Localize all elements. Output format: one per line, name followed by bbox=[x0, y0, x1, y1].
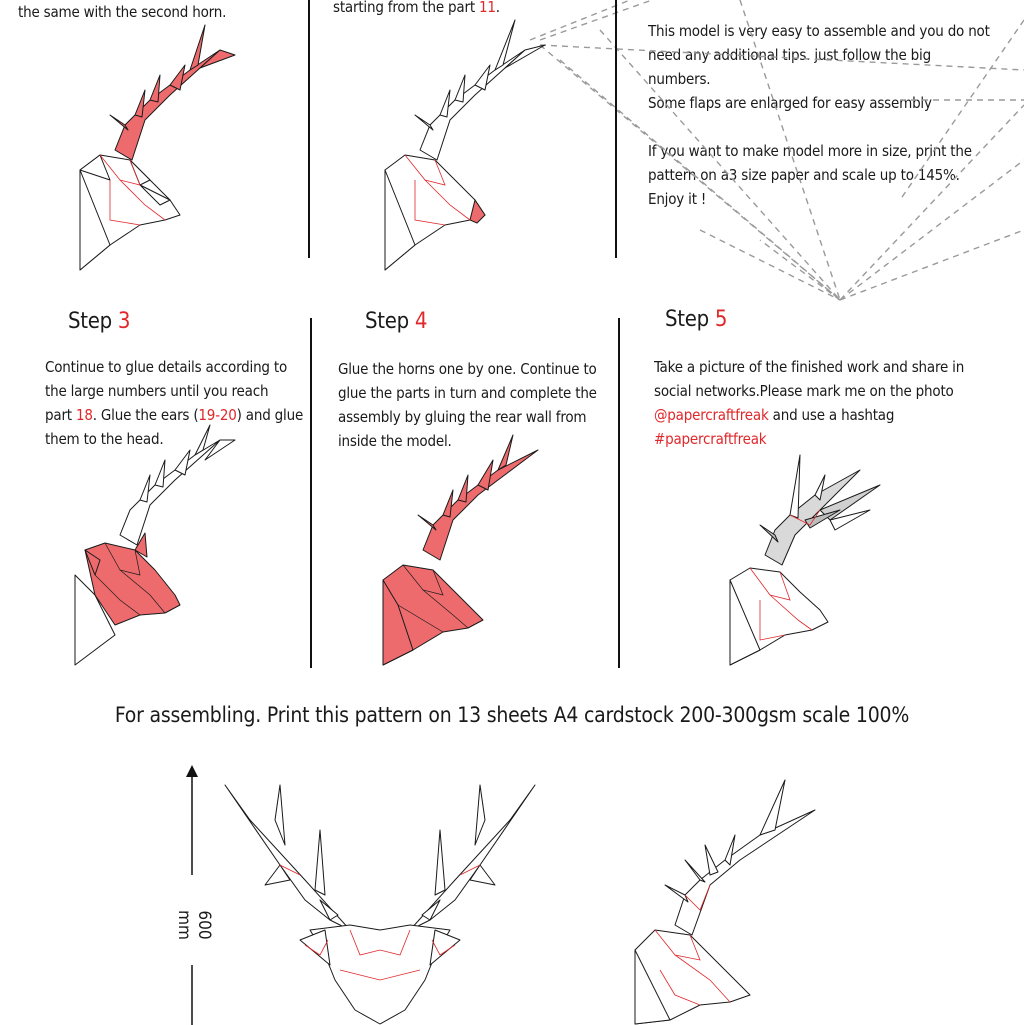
intro-line: pattern on a3 size paper and scale up to 145%. bbox=[648, 166, 960, 184]
step4-title bbox=[365, 309, 427, 334]
intro-line: numbers. bbox=[648, 70, 711, 88]
deer-illustration-step2 bbox=[375, 15, 575, 275]
hashtag-link[interactable]: #papercraftfreak bbox=[654, 430, 767, 448]
step5-line: Take a picture of the finished work and share in bbox=[654, 358, 965, 376]
social-handle-link[interactable]: @papercraftfreak bbox=[654, 406, 769, 424]
step4-line: assembly by gluing the rear wall from bbox=[338, 408, 587, 426]
divider bbox=[618, 318, 620, 668]
part-number: 18 bbox=[75, 406, 93, 424]
step4-line: inside the model. bbox=[338, 432, 452, 450]
step2-text-suffix: . bbox=[495, 0, 500, 16]
text: part bbox=[45, 406, 76, 424]
divider bbox=[310, 318, 312, 668]
intro-line: Some flaps are enlarged for easy assembly bbox=[648, 94, 932, 112]
divider bbox=[615, 0, 617, 258]
step5-title bbox=[665, 307, 727, 332]
divider bbox=[308, 0, 310, 258]
step5-text bbox=[654, 355, 964, 451]
step1-text-line: the same with the second horn. bbox=[18, 3, 227, 21]
step3-line: Continue to glue details according to bbox=[45, 358, 288, 376]
text: . Glue the ears ( bbox=[92, 406, 199, 424]
dimension-label: 600 mm bbox=[174, 910, 214, 940]
step4-line: Glue the horns one by one. Continue to bbox=[338, 360, 597, 378]
step3-line: them to the head. bbox=[45, 430, 164, 448]
text: ) and glue bbox=[236, 406, 304, 424]
deer-illustration-step1 bbox=[70, 20, 250, 280]
deer-illustration-step5 bbox=[720, 450, 890, 670]
step2-text-prefix: starting from the part bbox=[333, 0, 480, 16]
step4-line: glue the parts in turn and complete the bbox=[338, 384, 597, 402]
deer-side-view bbox=[630, 780, 830, 1024]
intro-line: If you want to make model more in size, print the bbox=[648, 142, 972, 160]
text: and use a hashtag bbox=[768, 406, 895, 424]
step5-line: social networks.Please mark me on the photo bbox=[654, 382, 954, 400]
intro-line: need any additional tips. just follow the big bbox=[648, 46, 931, 64]
deer-illustration-step3 bbox=[75, 425, 255, 670]
step5-line bbox=[654, 403, 964, 427]
step-label: Step bbox=[68, 309, 118, 334]
step-label: Step bbox=[665, 307, 715, 332]
step-number: 3 bbox=[117, 309, 131, 334]
deer-front-view bbox=[220, 780, 540, 1024]
ears-part-number: 19-20 bbox=[198, 406, 237, 424]
step-number: 4 bbox=[414, 309, 428, 334]
step4-text bbox=[338, 357, 597, 453]
print-instructions-headline: For assembling. Print this pattern on 13 sheets A4 cardstock 200-300gsm scale 100% bbox=[114, 703, 910, 727]
intro-line: Enjoy it ! bbox=[648, 190, 707, 208]
step2-part-number: 11 bbox=[479, 0, 496, 16]
step3-line: the large numbers until you reach bbox=[45, 382, 269, 400]
step3-title bbox=[68, 309, 130, 334]
deer-illustration-step4 bbox=[378, 440, 558, 670]
step3-line bbox=[45, 403, 303, 427]
intro-line: This model is very easy to assemble and you do not bbox=[648, 22, 990, 40]
step-label: Step bbox=[365, 309, 415, 334]
step-number: 5 bbox=[714, 307, 728, 332]
